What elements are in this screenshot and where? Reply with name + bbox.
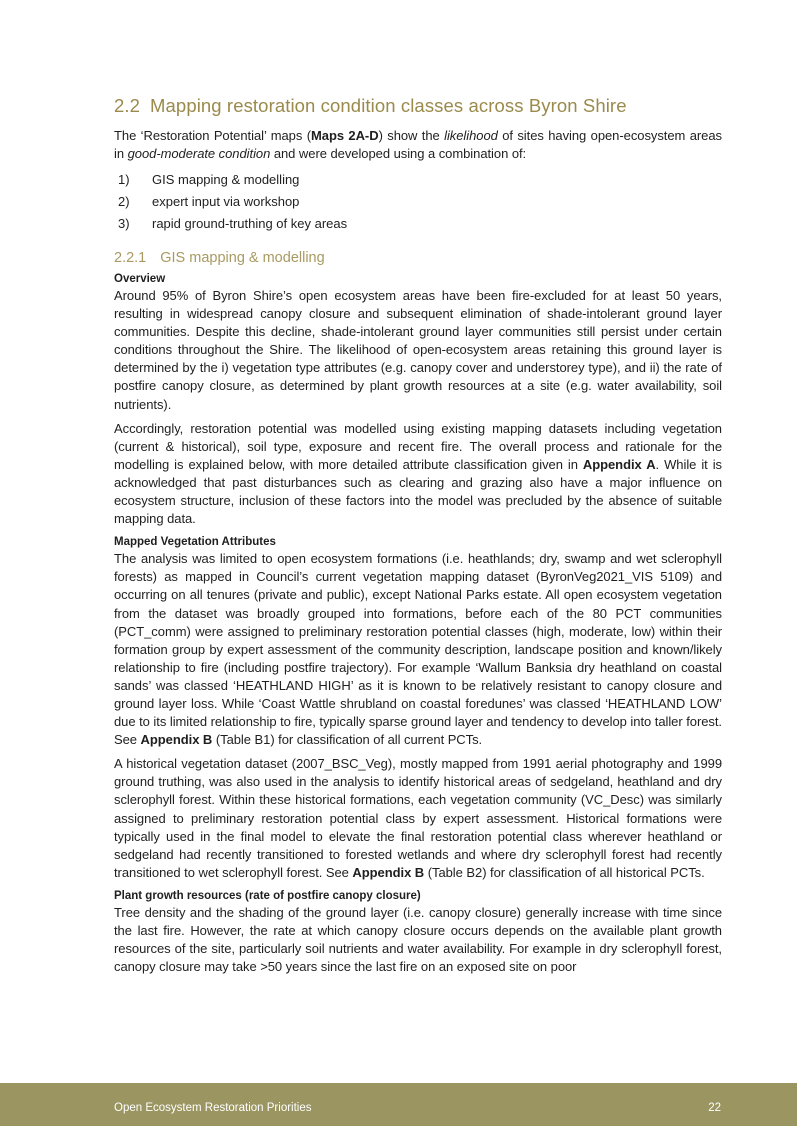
- method-list: [114, 169, 722, 235]
- appendix-a-reference: Appendix A: [582, 456, 656, 472]
- mapped-text-c: (Table B1) for classification of all current PCTs.: [212, 732, 483, 748]
- list-number: 1): [118, 172, 130, 187]
- list-text: GIS mapping & modelling: [152, 172, 300, 187]
- list-item: [114, 213, 722, 235]
- overview-paragraph-2: [114, 420, 722, 529]
- section-number: 2.2: [114, 95, 141, 116]
- maps-reference: Maps 2A-D: [310, 128, 379, 143]
- intro-paragraph: [114, 127, 722, 163]
- mapped-vegetation-heading: Mapped Vegetation Attributes: [114, 536, 276, 549]
- mapped-paragraph-1: [114, 550, 722, 749]
- mapped-text-a: The analysis was limited to open ecosystem formations (i.e. heathlands; dry, swamp and wet sclerophyll forests) as mapped in Council’s current vegetation mapping dataset (ByronVeg2021_VIS 5109) and occurring on all tenures (private and public), except National Parks estate. All open ecosystem vegetation from the dataset was broadly grouped into formations, before each of the 80 PCT communities (PCT_comm) were assigned to preliminary restoration potential classes (high, moderate, low) within their formation group by expert assessment of the community description, landscape position and known/likely relationship to fire (including postfire trajectory). For example ‘Wallum Banksia dry heathland on coastal sands’ was classed ‘HEATHLAND HIGH’ as it is known to be relatively resistant to canopy closure and ground layer loss. While ‘Coast Wattle shrubland on coastal foredunes’ was classed ‘HEATHLAND LOW’ due to its limited relationship to fire, typically sparse ground layer and tendency to develop into taller forest. See: [114, 551, 722, 748]
- subsection-heading: [114, 247, 722, 269]
- subsection-number: 2.2.1: [114, 250, 147, 266]
- list-item: [114, 191, 722, 213]
- list-item: [114, 169, 722, 191]
- subsection-title: GIS mapping & modelling: [160, 250, 325, 266]
- page-number: 22: [708, 1102, 721, 1114]
- mapped-paragraph-2: [114, 755, 722, 882]
- page-content: [114, 93, 722, 982]
- list-number: 3): [118, 216, 130, 231]
- intro-text-2: ) show the: [378, 128, 445, 143]
- section-title: Mapping restoration condition classes across Byron Shire: [150, 95, 627, 116]
- overview-text-a: Accordingly, restoration potential was modelled using existing mapping datasets including vegetation (current & historical), soil type, exposure and recent fire. The overall process and rationale for the modelling is explained below, with more detailed attribute classification given in: [114, 420, 722, 472]
- intro-text-3: of sites having open-ecosystem areas in: [114, 128, 722, 161]
- list-text: rapid ground-truthing of key areas: [152, 216, 348, 231]
- appendix-b-reference: Appendix B: [352, 864, 425, 880]
- overview-paragraph-1: Around 95% of Byron Shire’s open ecosystem areas have been fire-excluded for at least 50 years, resulting in widespread canopy closure and subsequent elimination of shade-intolerant ground layer communities. Despite this decline, shade-intolerant ground layer communities still persist under certain conditions throughout the Shire. The likelihood of open-ecosystem areas retaining this ground layer is determined by the i) vegetation type attributes (e.g. canopy cover and understorey type), and ii) the rate of postfire canopy closure, as determined by plant growth resources at a site (e.g. water availability, soil nutrients).: [114, 288, 722, 412]
- section-heading: [114, 93, 722, 119]
- appendix-b-reference: Appendix B: [140, 732, 213, 748]
- intro-text-4: and were developed using a combination of:: [270, 146, 527, 161]
- overview-heading: Overview: [114, 273, 166, 285]
- footer-title: Open Ecosystem Restoration Priorities: [114, 1102, 312, 1114]
- intro-italic-condition: good-moderate condition: [127, 146, 271, 161]
- historical-text-a: A historical vegetation dataset (2007_BSC_Veg), mostly mapped from 1991 aerial photography and 1999 ground truthing, was also used in the analysis to identify historical areas of sedgeland, heathland and dry sclerophyll forest. Within these historical formations, each vegetation community (VC_Desc) was similarly assigned to preliminary restoration potential class by expert assessment. Historical formations were typically used in the final model to elevate the final restoration potential class wherever heathland or sedgeland had recently transitioned to forested wetlands and where dry sclerophyll forest had recently transitioned to wet sclerophyll forest. See: [114, 756, 722, 880]
- intro-text-1: The ‘Restoration Potential’ maps (: [114, 128, 311, 143]
- list-text: expert input via workshop: [152, 194, 300, 209]
- intro-italic-likelihood: likelihood: [444, 128, 498, 143]
- plant-growth-paragraph: Tree density and the shading of the ground layer (i.e. canopy closure) generally increase with time since the last fire. However, the rate at which canopy closure occurs depends on the available plant growth resources of the site, particularly soil nutrients and water availability. For example in dry sclerophyll forest, canopy closure may take >50 years since the last fire on an exposed site on poor: [114, 904, 722, 975]
- list-number: 2): [118, 194, 130, 209]
- plant-growth-heading: Plant growth resources (rate of postfire canopy closure): [114, 889, 421, 902]
- historical-text-c: (Table B2) for classification of all historical PCTs.: [424, 864, 705, 880]
- overview-text-c: . While it is acknowledged that past disturbances such as clearing and grazing also have a major influence on ecosystem structure, inclusion of these factors into the model was precluded by the absence of suitable mapping data.: [114, 456, 722, 527]
